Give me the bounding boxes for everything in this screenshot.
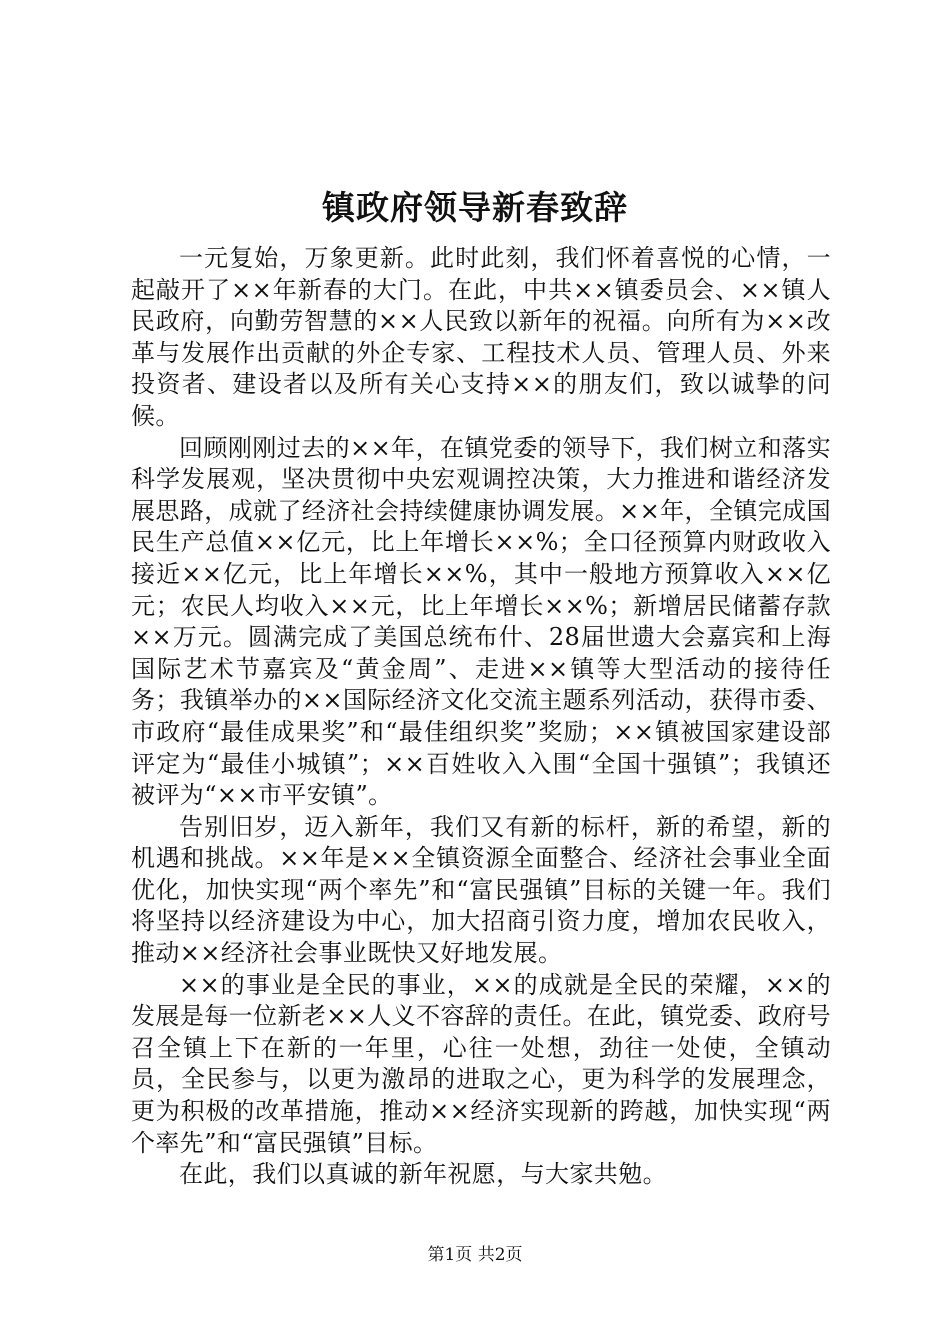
paragraph-new-year-goals: 告别旧岁，迈入新年，我们又有新的标杆，新的希望，新的机遇和挑战。××年是××全镇资源全面整合、经济社会事业全面优化，加快实现“两个率先”和“富民强镇”目标的关键一年。我们将坚持以经济建设为中心，加大招商引资力度，增加农民收入，推动××经济社会事业既快又好地发展。 [131, 812, 831, 968]
document-title: 镇政府领导新春致辞 [322, 188, 628, 227]
page-number-footer: 第1页 共2页 [427, 1245, 523, 1265]
document-body [131, 243, 831, 1191]
paragraph-call-to-action: ××的事业是全民的事业，××的成就是全民的荣耀，××的发展是每一位新老××人义不容辞的责任。在此，镇党委、政府号召全镇上下在新的一年里，心往一处想，劲往一处使，全镇动员，全民参与，以更为激昂的进取之心，更为科学的发展理念，更为积极的改革措施，推动××经济实现新的跨越，加快实现“两个率先”和“富民强镇”目标。 [131, 970, 831, 1157]
paragraph-greeting: 一元复始，万象更新。此时此刻，我们怀着喜悦的心情，一起敲开了××年新春的大门。在此，中共××镇委员会、××镇人民政府，向勤劳智慧的××人民致以新年的祝福。向所有为××改革与发展作出贡献的外企专家、工程技术人员、管理人员、外来投资者、建设者以及所有关心支持××的朋友们，致以诚挚的问候。 [131, 244, 831, 430]
paragraph-closing: 在此，我们以真诚的新年祝愿，与大家共勉。 [179, 1160, 667, 1189]
paragraph-review: 回顾刚刚过去的××年，在镇党委的领导下，我们树立和落实科学发展观，坚决贯彻中央宏观调控决策，大力推进和谐经济发展思路，成就了经济社会持续健康协调发展。××年，全镇完成国民生产总值××亿元，比上年增长××%；全口径预算内财政收入接近××亿元，比上年增长××%，其中一般地方预算收入××亿元；农民人均收入××元，比上年增长××%；新增居民储蓄存款××万元。圆满完成了美国总统布什、28届世遗大会嘉宾和上海国际艺术节嘉宾及“黄金周”、走进××镇等大型活动的接待任务；我镇举办的××国际经济文化交流主题系列活动，获得市委、市政府“最佳成果奖”和“最佳组织奖”奖励；××镇被国家建设部评定为“最佳小城镇”；××百姓收入入围“全国十强镇”；我镇还被评为“××市平安镇”。 [131, 433, 831, 810]
